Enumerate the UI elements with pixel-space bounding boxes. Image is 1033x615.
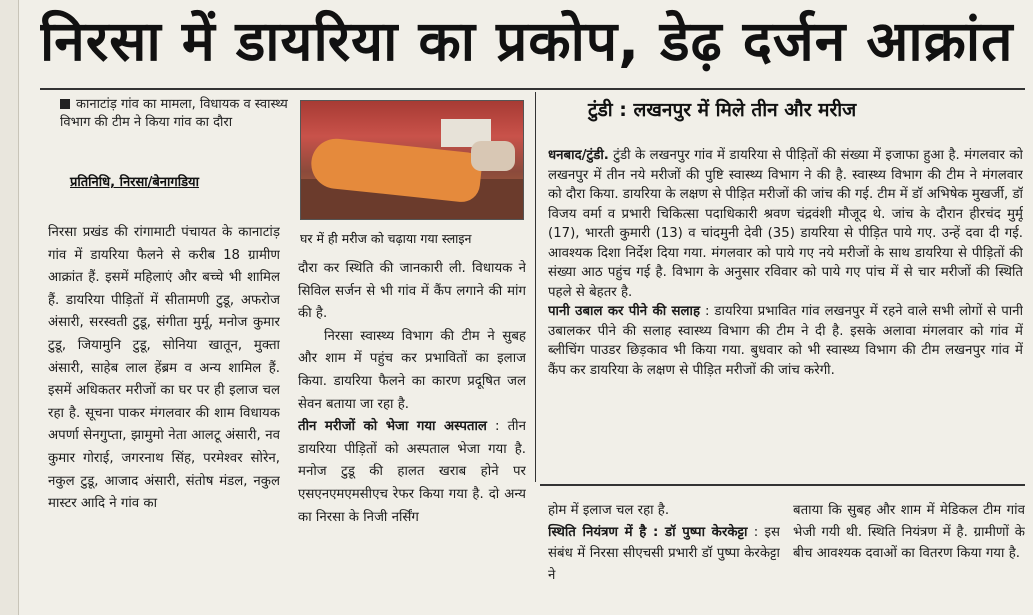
news-photo <box>300 100 524 220</box>
bottom-divider <box>540 484 1025 486</box>
dateline: धनबाद/टुंडी. <box>548 148 609 163</box>
section-subhead: पानी उबाल कर पीने की सलाह <box>548 304 701 319</box>
kicker-text: कानाटांड़ गांव का मामला, विधायक व स्वास्थ्य विभाग की टीम ने किया गांव का दौरा <box>60 97 288 130</box>
square-bullet-icon <box>60 99 70 109</box>
bottom-column-a: होम में इलाज चल रहा है. स्थिति नियंत्रण में है : डॉ पुष्पा केरकेट्टा : इस संबंध में निरसा सीएचसी प्रभारी डॉ पुष्पा केरकेट्टा ने <box>548 503 780 583</box>
headline: निरसा में डायरिया का प्रकोप, डेढ़ दर्जन आक्रांत <box>40 9 1014 73</box>
middle-column-text: दौरा कर स्थिति की जानकारी ली. विधायक ने सिविल सर्जन से भी गांव में कैंप लगाने की मांग की है. निरसा स्वास्थ्य विभाग की टीम ने सुबह और शाम में पहुंच कर प्रभावितों का इलाज किया. डायरिया फैलने का कारण प्रदूषित जल सेवन बताया जा रहा है. तीन मरीजों को भेजा गया अस्पताल : तीन डायरिया पीड़ितों को अस्पताल भेजा गया है. मनोज टुडू की हालत खराब होने पर एसएनएमएमसीएच रेफर किया गया है. दो अन्य का निरसा के निजी नर्सिंग <box>298 261 526 525</box>
column-divider <box>535 92 536 482</box>
photo-caption: घर में ही मरीज को चढ़ाया गया स्लाइन <box>300 231 472 246</box>
byline: प्रतिनिधि, निरसा/बेनागडिया <box>70 175 199 190</box>
left-column-text: निरसा प्रखंड की रांगामाटी पंचायत के कानाटांड़ गांव में डायरिया फैलने से करीब 18 ग्रामीण आक्रांत हैं. इसमें महिलाएं और बच्चे भी शामिल हैं. डायरिया पीड़ितों में सीतामणी टुडू, अफरोज अंसारी, सरस्वती टुडू, संगीता मुर्मू, मनोज कुमार टुडू, जियामुनि टुडू, सोनिया खातून, मुक्ता अंसारी, साहेब लाल हेंब्रम व अन्य शामिल हैं. इसमें अधिकतर मरीजों का घर पर ही इलाज चल रहा है. सूचना पाकर मंगलवार की शाम विधायक अपर्णा सेनगुप्ता, झामुमो नेता आलटू अंसारी, नव कुमार गोराई, जगरनाथ सिंह, परमेश्वर सोरेन, नकुल टुडू, आजाद अंसारी, संतोष मंडल, नकुल मास्टर आदि ने गांव का <box>48 225 280 512</box>
headline-rule <box>40 88 1025 90</box>
left-gutter-strip <box>0 0 19 615</box>
story-kicker <box>60 96 290 132</box>
section-subhead: तीन मरीजों को भेजा गया अस्पताल <box>298 419 487 435</box>
section-subhead: स्थिति नियंत्रण में है : डॉ पुष्पा केरकेट्टा <box>548 524 748 540</box>
right-story-body: धनबाद/टुंडी. टुंडी के लखनपुर गांव में डायरिया से पीड़ितों की संख्या में इजाफा हुआ है. मंगलवार को लखनपुर में तीन नये मरीजों की पुष्टि स्वास्थ्य विभाग ने की है. स्वास्थ्य विभाग की टीम ने मंगलवार को दौरा किया. डायरिया के लक्षण से पीड़ित मरीजों की जांच की गई. टीम में डॉ अभिषेक मुखर्जी, डॉ विजय वर्मा व प्रभारी चिकित्सा पदाधिकारी श्रवण चंद्रवंशी मौजूद थे. जांच के दौरान हीरचंद मुर्मू (17), भारती कुमारी (13) व चांदमुनी देवी (35) डायरिया से पीड़ित पाये गए. उन्हें दवा दी गई. आवश्यक दिशा निर्देश दिया गया. मंगलवार को पाये गए नये मरीजों के साथ डायरिया से पीड़ितों की संख्या आठ पहुंच गई है. विभाग के अनुसार रविवार को पाये गए पांच में से चार मरीजों की स्थिति पहले से बेहतर है. पानी उबाल कर पीने की सलाह : डायरिया प्रभावित गांव लखनपुर में रहने वाले सभी लोगों से पानी उबालकर पीने की सलाह स्वास्थ्य विभाग की टीम ने दी है. इसके अलावा मंगलवार को गांव में ब्लीचिंग पाउडर छिड़काव भी किया गया. बुधवार को भी स्वास्थ्य विभाग की टीम लखनपुर गांव में कैंप कर डायरिया के लक्षण से पीड़ित मरीजों की जांच करेगी. <box>548 148 1023 378</box>
right-story-subhead: टुंडी : लखनपुर में मिले तीन और मरीज <box>588 99 857 121</box>
bottom-column-b: बताया कि सुबह और शाम में मेडिकल टीम गांव भेजी गयी थी. स्थिति नियंत्रण में है. ग्रामीणों के बीच आवश्यक दवाओं का वितरण किया गया है. <box>793 503 1025 561</box>
